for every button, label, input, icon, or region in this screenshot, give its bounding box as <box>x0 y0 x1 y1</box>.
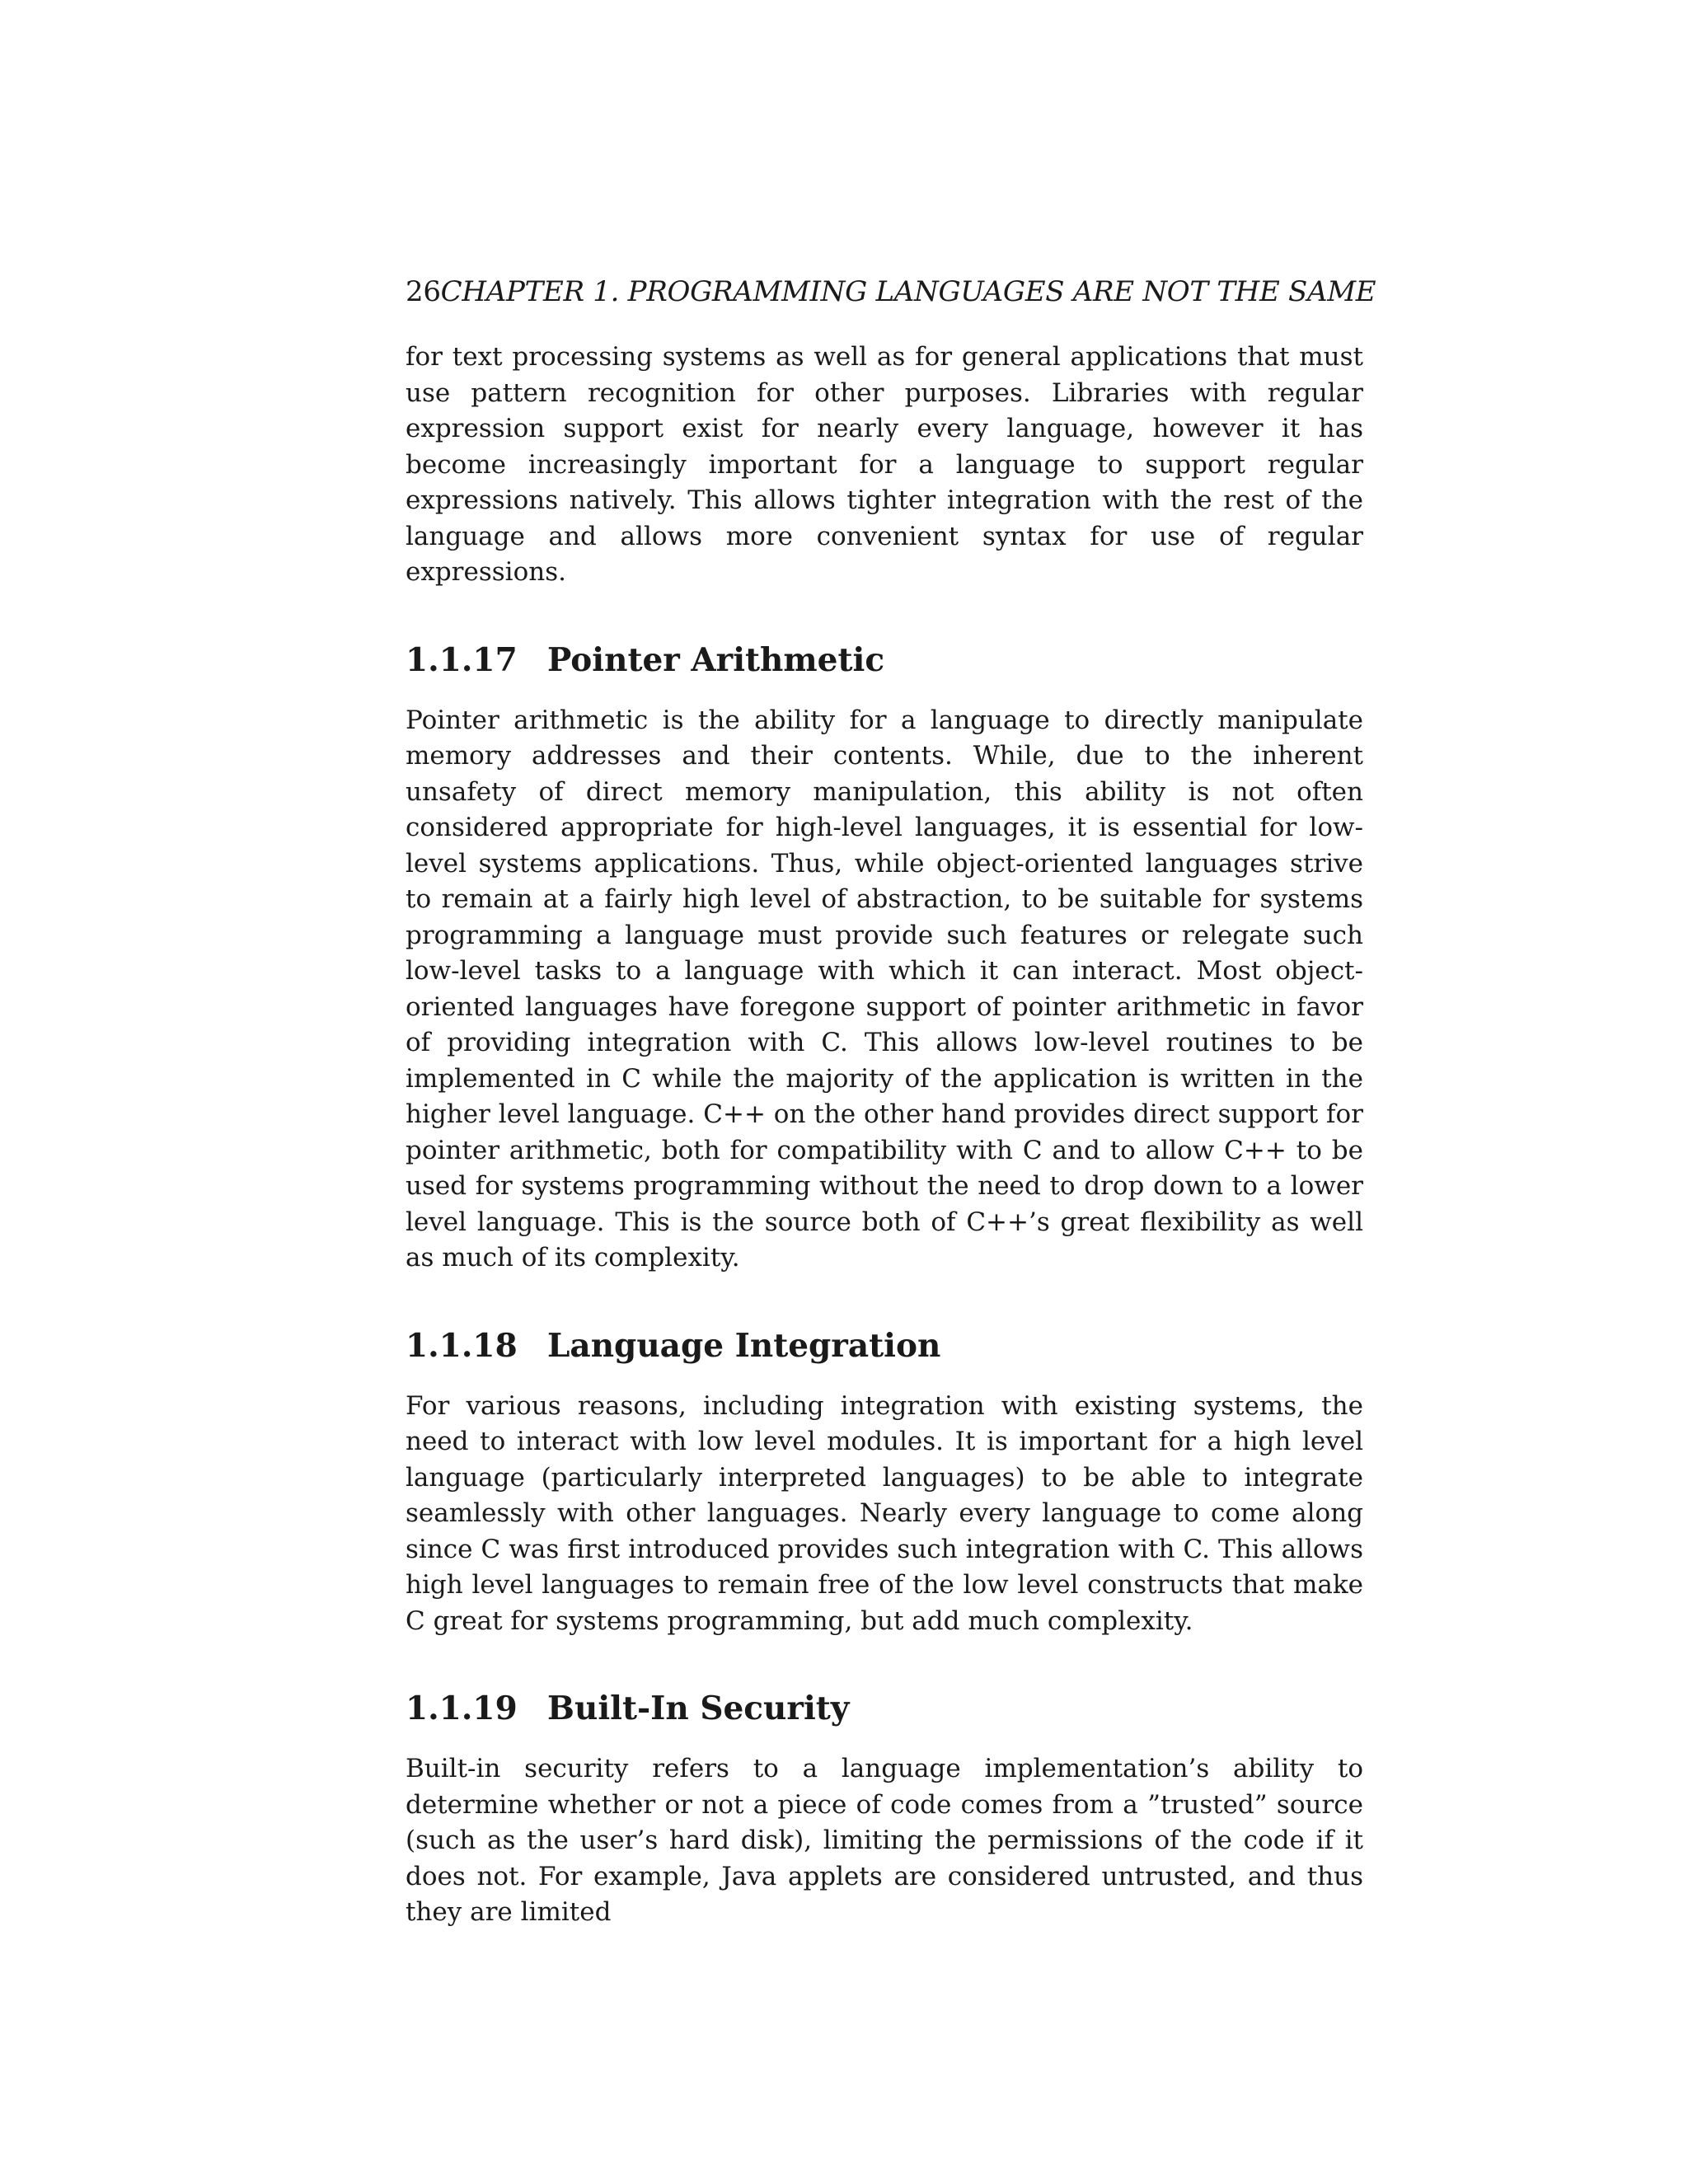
page-number: 26 <box>406 275 441 308</box>
section-title: Language Integration <box>547 1326 941 1365</box>
section-number: 1.1.17 <box>406 640 518 679</box>
section-title: Pointer Arithmetic <box>547 640 885 679</box>
section-paragraph-language-integration: For various reasons, including integration with existing systems, the need to interact with low level modules. It is important for a high level language (particularly interpreted languages) to be able to integrate seamlessly with other languages. Nearly every language to come along since C was first introduced provides such integration with C. This allows high level languages to remain free of the low level constructs that make C great for systems programming, but add much complexity. <box>406 1390 1363 1636</box>
section-heading-language-integration <box>406 1324 1363 1367</box>
section-heading-built-in-security <box>406 1687 1363 1730</box>
document-page <box>406 272 1376 1931</box>
section-number: 1.1.19 <box>406 1690 518 1727</box>
intro-paragraph: for text processing systems as well as for general applications that must use pattern recognition for other purposes. Libraries with regular expression support exist for nearly every language, however it has become increasingly important for a language to support regular expressions natively. This allows tighter integration with the rest of the language and allows more convenient syntax for use of regular expressions. <box>406 342 1363 587</box>
running-header <box>406 272 1376 312</box>
section-number: 1.1.18 <box>406 1326 518 1365</box>
section-title: Built-In Security <box>547 1690 850 1727</box>
section-heading-pointer-arithmetic <box>406 639 1363 682</box>
section-paragraph-built-in-security: Built-in security refers to a language implementation’s ability to determine whether or not a piece of code comes from a ”trusted” source (such as the user’s hard disk), limiting the permissions of the code if it does not. For example, Java applets are considered untrusted, and thus they are limited <box>406 1754 1363 1927</box>
chapter-title: CHAPTER 1. PROGRAMMING LANGUAGES ARE NOT THE SAME <box>440 275 1376 308</box>
section-paragraph-pointer-arithmetic: Pointer arithmetic is the ability for a language to directly manipulate memory addresses and their contents. While, due to the inherent unsafety of direct memory manipulation, this ability is not often considered appropriate for high-level languages, it is essential for low-level systems applications. Thus, while object-oriented languages strive to remain at a fairly high level of abstraction, to be suitable for systems programming a language must provide such features or relegate such low-level tasks to a language with which it can interact. Most object-oriented languages have foregone support of pointer arithmetic in favor of providing integration with C. This allows low-level routines to be implemented in C while the majority of the application is written in the higher level language. C++ on the other hand provides direct support for pointer arithmetic, both for compatibility with C and to allow C++ to be used for systems programming without the need to drop down to a lower level language. This is the source both of C++’s great flexibility as well as much of its complexity. <box>406 705 1363 1272</box>
